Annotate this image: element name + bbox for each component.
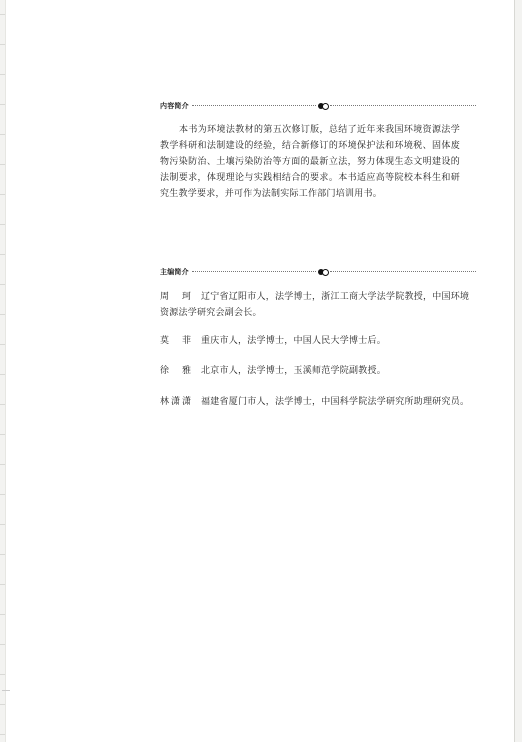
ornament-icon: [318, 102, 328, 110]
editor-name: 林潇潇: [160, 397, 194, 407]
editor-name: 徐 雅: [160, 366, 194, 376]
editor-bio: 辽宁省辽阳市人，法学博士，浙江工商大学法学院教授，中国环境资源法学研究会副会长。: [160, 292, 470, 318]
editor-entry: [160, 334, 476, 350]
editor-bio: 福建省厦门市人，法学博士，中国科学院法学研究所助理研究员。: [201, 397, 470, 407]
content-intro-heading: 内容简介: [160, 102, 189, 110]
content-intro-text: 本书为环境法教材的第五次修订版，总结了近年来我国环境资源法学教学科研和法制建设的经验，结合新修订的环境保护法和环境税、固体废物污染防治、土壤污染防治等方面的最新立法，努力体现生态文明建设的法制要求，体现理论与实践相结合的要求。本书适应高等院校本科生和研究生教学要求，并可作为法制实际工作部门培训用书。: [160, 125, 460, 199]
content-intro-heading-row: [160, 100, 476, 112]
dotted-rule: [330, 105, 476, 107]
editor-bio: 北京市人，法学博士，玉溪师范学院副教授。: [201, 366, 387, 376]
editor-entry: [160, 364, 476, 380]
ornament-icon: [318, 268, 328, 276]
editors-heading-row: [160, 266, 476, 278]
scan-artifact: [2, 690, 10, 691]
editor-name: 莫 菲: [160, 336, 194, 346]
editors-heading: 主编简介: [160, 268, 189, 276]
editor-entry: [160, 395, 476, 411]
editor-bio: 重庆市人，法学博士，中国人民大学博士后。: [201, 336, 387, 346]
editor-name: 周 珂: [160, 292, 194, 302]
dotted-rule: [330, 271, 476, 273]
editor-entry: [160, 290, 476, 321]
dotted-rule: [192, 271, 316, 273]
dotted-rule: [192, 105, 316, 107]
